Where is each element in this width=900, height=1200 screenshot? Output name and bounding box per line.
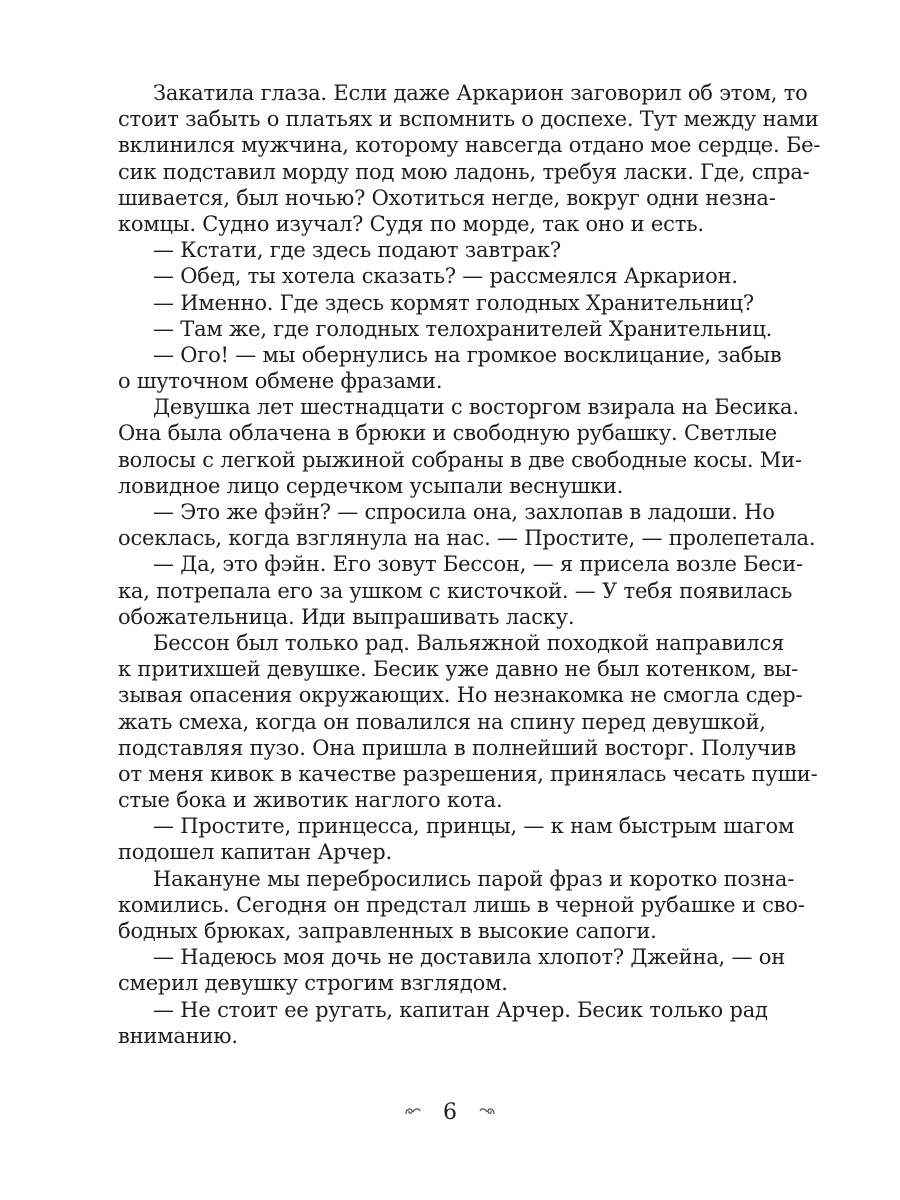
text-line: осеклась, когда взглянула на нас. — Простите, — пролепетала. [118,526,816,551]
page-text [118,80,821,1049]
text-line: волосы с легкой рыжиной собраны в две свободные косы. Ми- [118,447,802,472]
text-line: — Надеюсь моя дочь не доставила хлопот? Джейна, — он [153,945,786,970]
text-line: — Да, это фэйн. Его зовут Бессон, — я присела возле Беси- [153,552,803,577]
text-line: комились. Сегодня он предстал лишь в черной рубашке и сво- [118,892,805,917]
text-line: обожательница. Иди выпрашивать ласку. [118,604,575,629]
text-line: Накануне мы перебросились парой фраз и коротко позна- [153,866,795,891]
text-line: — Ого! — мы обернулись на громкое восклицание, забыв [153,342,782,367]
text-line: стоит забыть о платьях и вспомнить о доспехе. Тут между нами [118,107,819,132]
text-line: зывая опасения окружающих. Но незнакомка не смогла сдер- [118,683,803,708]
right-ornament-icon [478,1097,496,1127]
text-line: Закатила глаза. Если даже Аркарион заговорил об этом, то [153,81,808,105]
text-line: Девушка лет шестнадцати с восторгом взирала на Бесика. [153,395,799,420]
page-number: 6 [443,1100,457,1125]
text-line: — Обед, ты хотела сказать? — рассмеялся Аркарион. [153,264,738,289]
text-line: Бессон был только рад. Вальяжной походкой направился [153,630,785,655]
text-line: — Там же, где голодных телохранителей Хранительниц. [153,316,773,341]
text-line: сик подставил морду под мою ладонь, требуя ласки. Где, спра- [118,159,810,184]
text-line: бодных брюках, заправленных в высокие сапоги. [118,919,657,943]
text-line: — Кстати, где здесь подают завтрак? [153,238,561,263]
text-line: комцы. Судно изучал? Судя по морде, так оно и есть. [118,211,704,236]
text-line: стые бока и животик наглого кота. [118,788,503,813]
text-line: ловидное лицо сердечком усыпали веснушки. [118,473,624,498]
page-footer [0,1097,900,1128]
text-line: подставляя пузо. Она пришла в полнейший восторг. Получив [118,735,797,760]
text-line: Она была облачена в брюки и свободную рубашку. Светлые [118,421,777,446]
text-line: смерил девушку строгим взглядом. [118,971,508,996]
text-line: — Это же фэйн? — спросила она, захлопав в ладоши. Но [153,500,775,524]
left-ornament-icon [404,1097,422,1127]
text-line: жать смеха, когда он повалился на спину перед девушкой, [118,709,766,734]
text-line: о шуточном обмене фразами. [118,369,443,394]
text-line: от меня кивок в качестве разрешения, принялась чесать пуши- [118,761,818,786]
text-line: подошел капитан Арчер. [118,840,393,865]
text-line: ка, потрепала его за ушком с кисточкой. — У тебя появилась [118,578,793,603]
text-line: вниманию. [118,1023,238,1048]
text-line: шивается, был ночью? Охотиться негде, вокруг одни незна- [118,185,776,210]
text-line: к притихшей девушке. Бесик уже давно не был котенком, вы- [118,657,799,682]
text-line: вклинился мужчина, которому навсегда отдано мое сердце. Бе- [118,133,821,158]
text-line: — Не стоит ее ругать, капитан Арчер. Бесик только рад [153,997,768,1022]
text-line: — Именно. Где здесь кормят голодных Хранительниц? [153,290,754,315]
text-line: — Простите, принцесса, принцы, — к нам быстрым шагом [153,814,795,839]
